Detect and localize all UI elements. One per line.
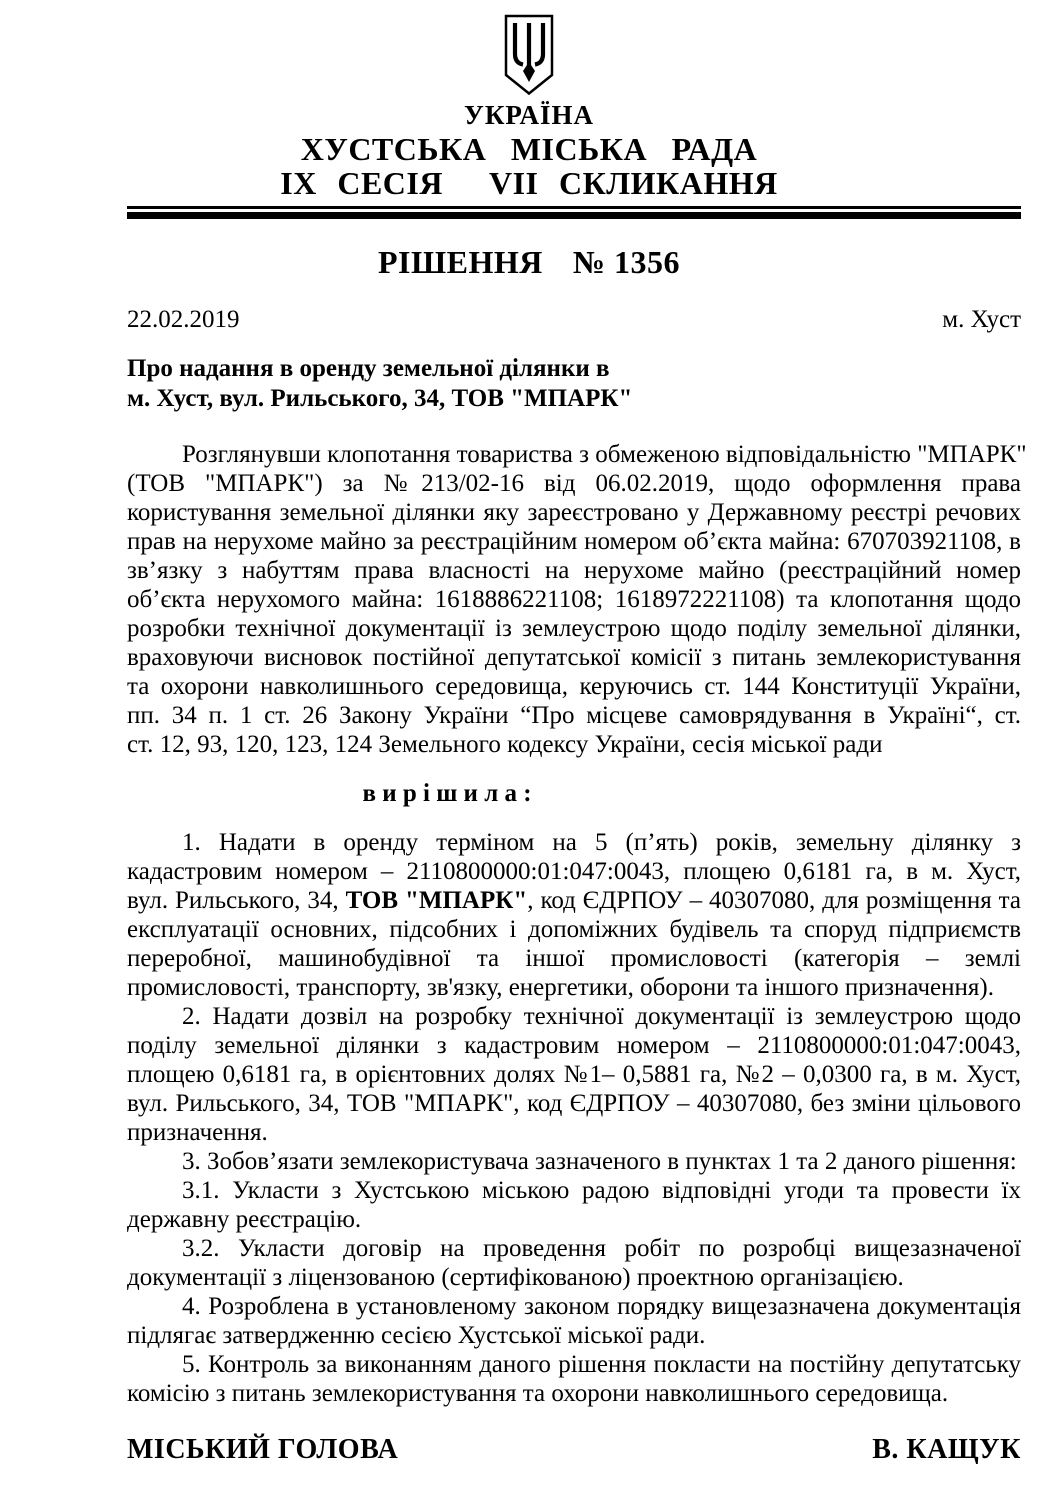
text-line	[127, 886, 1021, 915]
text-segment: враховуючи висновок постійної депутатської комісії з питань землекористування	[127, 644, 1021, 671]
text-segment: кадастровим номером – 2110800000:01:047:0043, площею 0,6181 га, в м. Хуст,	[127, 858, 1021, 885]
text-segment: переробної, машинобудівної та іншої промисловості (категорія – землі	[127, 945, 1021, 972]
text-line	[127, 1147, 1021, 1176]
text-line	[127, 730, 1021, 759]
text-segment: (ТОВ "МПАРК") за №213/02-16 від 06.02.2019, щодо оформлення права	[127, 470, 1021, 497]
text-segment: ст. 12, 93, 120, 123, 124 Земельного кодексу України, сесія міської ради	[127, 731, 883, 758]
text-line	[127, 1089, 1021, 1118]
text-segment: державну реєстрацію.	[127, 1206, 362, 1233]
text-line	[127, 1350, 1021, 1379]
item-3-1	[127, 1176, 1021, 1234]
signature-row	[127, 1434, 1021, 1466]
text-segment: 1. Надати в оренду терміном на 5 (п’ять) років, земельну ділянку з	[182, 829, 1021, 856]
item-4	[127, 1292, 1021, 1350]
text-line	[127, 1234, 1021, 1263]
text-segment: призначення.	[127, 1119, 268, 1146]
text-segment: зв’язку з набуттям права власності на нерухоме майно (реєстраційний номер	[127, 557, 1021, 584]
preamble-paragraph	[127, 440, 1027, 759]
preamble-block	[127, 440, 1027, 759]
text-line	[127, 1205, 1021, 1234]
subject-line-2: м. Хуст, вул. Рильського, 34, ТОВ "МПАРК"	[127, 385, 633, 412]
text-line	[127, 527, 1021, 556]
decision-title	[0, 245, 1058, 279]
text-line	[127, 498, 1021, 527]
text-segment: експлуатації основних, підсобних і допоміжних будівель та споруд підприємств	[127, 916, 1021, 943]
text-line	[127, 1321, 1021, 1350]
text-line	[127, 828, 1021, 857]
decision-number: № 1356	[572, 244, 681, 280]
text-line	[127, 585, 1021, 614]
text-segment: 3.1. Укласти з Хустською міською радою відповідні угоди та провести їх	[182, 1177, 1021, 1204]
decision-date: 22.02.2019	[127, 306, 240, 333]
decision-place: м. Хуст	[942, 306, 1021, 333]
text-line	[127, 973, 1021, 1002]
country-label: УКРАЇНА	[464, 100, 594, 130]
text-line	[127, 1118, 1021, 1147]
text-segment: площею 0,6181 га, в орієнтовних долях №1– 0,5881 га, №2 – 0,0300 га, в м. Хуст,	[127, 1061, 1021, 1088]
text-segment: 3.2. Укласти договір на проведення робіт по розробці вищезазначеної	[182, 1235, 1021, 1262]
text-segment: 5. Контроль за виконанням даного рішення покласти на постійну депутатську	[182, 1351, 1021, 1378]
document-header	[0, 0, 1058, 219]
item-1	[127, 828, 1021, 1002]
text-line	[127, 469, 1021, 498]
session-line	[0, 166, 1058, 200]
text-segment: 4. Розроблена в установленому законом порядку вищезазначена документація	[182, 1293, 1021, 1320]
text-segment: вул. Рильського, 34, ТОВ "МПАРК", код ЄДРПОУ – 40307080, без зміни цільового	[127, 1090, 1021, 1117]
divider-thick-line	[127, 212, 1021, 219]
text-segment: комісію з питань землекористування та охорони навколишнього середовища.	[127, 1380, 949, 1407]
text-segment: вул. Рильського, 34,	[127, 887, 346, 914]
text-line	[127, 1379, 1021, 1408]
text-line	[127, 1060, 1021, 1089]
text-line	[127, 701, 1021, 730]
text-line	[127, 1031, 1021, 1060]
bold-text-segment: ТОВ "МПАРК"	[345, 887, 528, 914]
signer-title: МІСЬКИЙ ГОЛОВА	[127, 1434, 399, 1465]
resolved-heading: в и р і ш и л а :	[362, 780, 532, 807]
ukraine-tryzub-icon	[504, 14, 554, 96]
decision-label: РІШЕННЯ	[377, 244, 543, 280]
text-segment: , код ЄДРПОУ – 40307080, для розміщення та	[527, 887, 1021, 914]
text-line	[127, 1176, 1021, 1205]
text-line	[127, 857, 1021, 886]
subject-line-1: Про надання в оренду земельної ділянки в	[127, 355, 610, 382]
text-segment: 2. Надати дозвіл на розробку технічної документації із землеустрою щодо	[182, 1003, 1021, 1030]
item-2	[127, 1002, 1021, 1147]
text-segment: Розглянувши клопотання товариства з обмеженою відповідальністю "МПАРК"	[182, 441, 1027, 468]
convocation-number: VII СКЛИКАННЯ	[488, 165, 778, 201]
text-line	[127, 556, 1021, 585]
item-5	[127, 1350, 1021, 1408]
text-segment: пп. 34 п. 1 ст. 26 Закону України “Про місцеве самоврядування в Україні“, ст.	[127, 702, 1021, 729]
text-segment: користування земельної ділянки яку зареєстровано у Державному реєстрі речових	[127, 499, 1021, 526]
text-line	[127, 672, 1021, 701]
subject-block	[127, 354, 1021, 414]
text-segment: об’єкта нерухомого майна: 1618886221108; 1618972221108) та клопотання щодо	[127, 586, 1021, 613]
text-line	[127, 643, 1021, 672]
text-line	[127, 915, 1021, 944]
council-name: ХУСТСЬКА МІСЬКА РАДА	[300, 131, 758, 167]
text-line	[127, 1292, 1021, 1321]
text-segment: поділу земельної ділянки з кадастровим номером – 2110800000:01:047:0043,	[127, 1032, 1021, 1059]
text-segment: підлягає затвердженню сесією Хустської міської ради.	[127, 1322, 706, 1349]
signer-name: В. КАЩУК	[872, 1434, 1021, 1465]
text-line	[127, 1263, 1021, 1292]
text-segment: 3. Зобов’язати землекористувача зазначеного в пунктах 1 та 2 даного рішення:	[182, 1148, 1017, 1175]
resolution-items	[127, 828, 1021, 1408]
session-number: IX СЕСІЯ	[280, 165, 443, 201]
text-segment: промисловості, транспорту, зв'язку, енергетики, оборони та іншого призначення).	[127, 974, 994, 1001]
item-3-2	[127, 1234, 1021, 1292]
header-divider	[127, 206, 1021, 219]
text-segment: прав на нерухоме майно за реєстраційним номером об’єкта майна: 670703921108, в	[127, 528, 1021, 555]
text-segment: та охорони навколишнього середовища, керуючись ст. 144 Конституції України,	[127, 673, 1021, 700]
subject-lines	[127, 354, 633, 414]
text-line	[127, 614, 1021, 643]
text-line	[127, 944, 1021, 973]
item-3	[127, 1147, 1021, 1176]
text-line	[127, 1002, 1021, 1031]
text-line	[127, 440, 1027, 469]
text-segment: розробки технічної документації із землеустрою щодо поділу земельної ділянки,	[127, 615, 1021, 642]
meta-row	[127, 305, 1021, 334]
text-segment: документації з ліцензованою (сертифікованою) проектною організацією.	[127, 1264, 904, 1291]
